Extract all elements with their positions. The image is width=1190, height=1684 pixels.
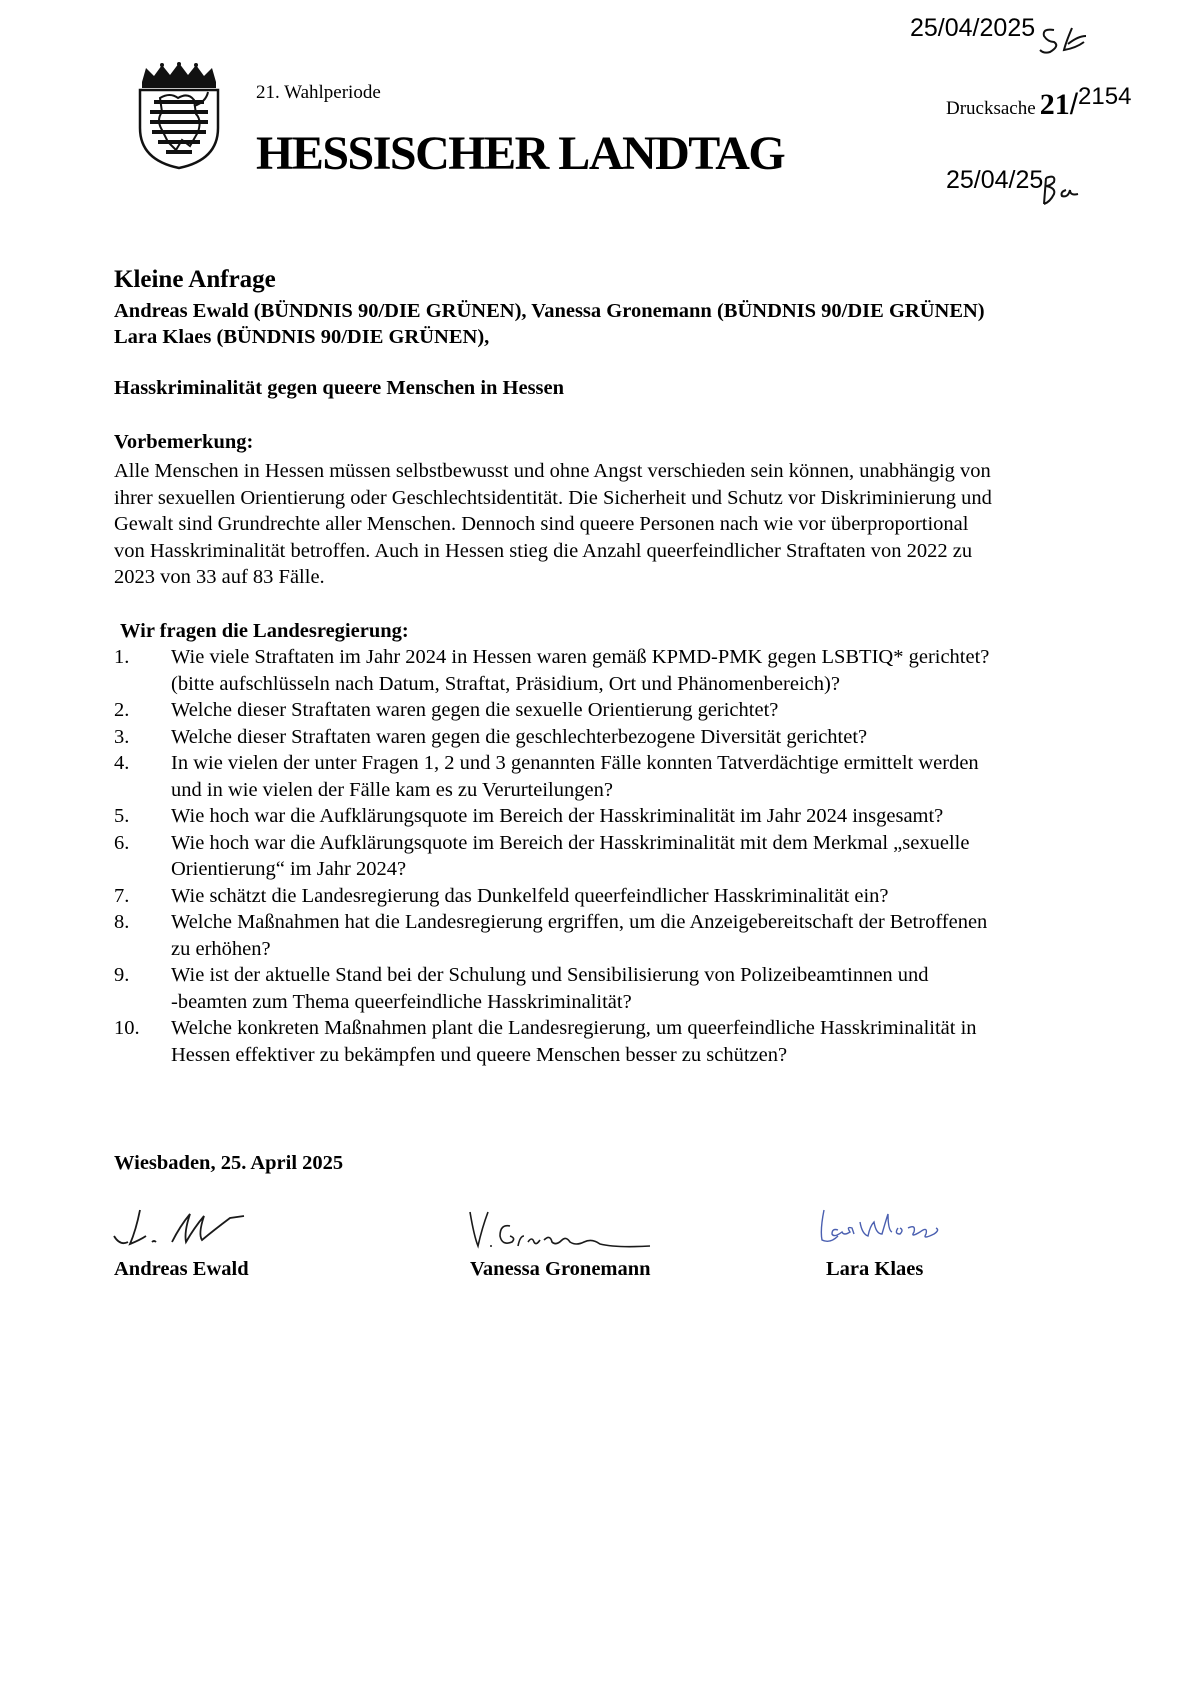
- question-item: [114, 644, 1094, 697]
- place-date: Wiesbaden, 25. April 2025: [114, 1152, 344, 1174]
- wahlperiode: 21. Wahlperiode: [256, 82, 381, 103]
- stamp-date-received: 25/04/2025: [910, 14, 1036, 42]
- signer-name: Lara Klaes: [826, 1258, 924, 1280]
- question-line: In wie vielen der unter Fragen 1, 2 und 3 genannten Fälle konnten Tatverdächtige ermittelt werden: [171, 752, 979, 774]
- question-line: (bitte aufschlüsseln nach Datum, Straftat, Präsidium, Ort und Phänomenbereich)?: [171, 672, 840, 695]
- subject: Hasskriminalität gegen queere Menschen in Hessen: [114, 377, 565, 399]
- preliminary-line: 2023 von 33 auf 83 Fälle.: [114, 566, 325, 588]
- question-line: Welche Maßnahmen hat die Landesregierung ergriffen, um die Anzeigebereitschaft der Betroffenen: [171, 911, 988, 933]
- parliament-title: HESSISCHER LANDTAG: [256, 127, 785, 180]
- question-line: Welche dieser Straftaten waren gegen die geschlechterbezogene Diversität gerichtet?: [171, 725, 868, 748]
- preliminary-line: Gewalt sind Grundrechte aller Menschen. Dennoch sind queere Personen nach wie vor überproportional: [114, 513, 969, 535]
- authors: [114, 298, 985, 350]
- question-line: zu erhöhen?: [171, 937, 271, 960]
- question-number: 10.: [114, 1017, 140, 1039]
- question-line: Wie schätzt die Landesregierung das Dunkelfeld queerfeindlicher Hasskriminalität ein?: [171, 884, 889, 907]
- question-line: Wie hoch war die Aufklärungsquote im Bereich der Hasskriminalität mit dem Merkmal „sexuelle: [171, 831, 970, 854]
- handwritten-initials-stamp-1: [1036, 22, 1092, 58]
- question-line: und in wie vielen der Fälle kam es zu Verurteilungen?: [171, 778, 613, 801]
- question-line: Welche dieser Straftaten waren gegen die sexuelle Orientierung gerichtet?: [171, 699, 779, 721]
- question-item: [114, 830, 1094, 883]
- question-line: Wie ist der aktuelle Stand bei der Schulung und Sensibilisierung von Polizeibeamtinnen und: [171, 964, 929, 986]
- question-number: 7.: [114, 884, 130, 907]
- question-item: [114, 724, 1094, 751]
- question-line: Welche konkreten Maßnahmen plant die Landesregierung, um queerfeindliche Hasskriminalität in: [171, 1017, 977, 1039]
- question-item: [114, 909, 1094, 962]
- question-number: 3.: [114, 725, 130, 748]
- question-number: 6.: [114, 831, 130, 854]
- question-number: 9.: [114, 964, 130, 986]
- question-line: Wie viele Straftaten im Jahr 2024 in Hessen waren gemäß KPMD-PMK gegen LSBTIQ* gerichtet?: [171, 646, 990, 668]
- question-item: [114, 803, 1094, 830]
- question-line: -beamten zum Thema queerfeindliche Hasskriminalität?: [171, 990, 632, 1013]
- authors-line: Andreas Ewald (BÜNDNIS 90/DIE GRÜNEN), Vanessa Gronemann (BÜNDNIS 90/DIE GRÜNEN): [114, 300, 985, 322]
- signer-name: Andreas Ewald: [114, 1258, 249, 1280]
- question-item: [114, 697, 1094, 724]
- question-line: Wie hoch war die Aufklärungsquote im Bereich der Hasskriminalität im Jahr 2024 insgesamt?: [171, 805, 944, 827]
- question-number: 2.: [114, 699, 130, 721]
- signer-name: Vanessa Gronemann: [470, 1258, 651, 1280]
- drucksache-prefix: 21: [1039, 88, 1070, 121]
- question-item: [114, 962, 1094, 1015]
- signature-andreas-ewald: [110, 1196, 260, 1254]
- preliminary-line: von Hasskriminalität betroffen. Auch in Hessen stieg die Anzahl queerfeindlicher Straftaten von 2022 zu: [114, 539, 973, 562]
- drucksache-label: Drucksache: [946, 98, 1036, 119]
- stamp-date-processed: 25/04/25: [946, 166, 1044, 194]
- questions-list: [114, 644, 1094, 1068]
- question-item: [114, 750, 1094, 803]
- signature-vanessa-gronemann: [466, 1206, 666, 1264]
- preliminary-heading: Vorbemerkung:: [114, 431, 254, 453]
- signature-lara-klaes: [816, 1200, 946, 1258]
- question-number: 8.: [114, 911, 130, 933]
- questions-heading: Wir fragen die Landesregierung:: [120, 620, 409, 642]
- question-number: 5.: [114, 805, 130, 827]
- drucksache-serial: 2154: [1078, 83, 1132, 110]
- preliminary-line: Alle Menschen in Hessen müssen selbstbewusst und ohne Angst verschieden sein können, unabhängig von: [114, 460, 991, 482]
- document-type: Kleine Anfrage: [114, 266, 276, 293]
- question-line: Orientierung“ im Jahr 2024?: [171, 858, 407, 880]
- preliminary-text: [114, 458, 1084, 591]
- handwritten-initials-stamp-2: [1040, 172, 1086, 206]
- question-number: 4.: [114, 752, 130, 774]
- preliminary-line: ihrer sexuellen Orientierung oder Geschlechtsidentität. Die Sicherheit und Schutz vor Diskriminierung und: [114, 486, 992, 509]
- question-number: 1.: [114, 646, 130, 668]
- question-item: [114, 1015, 1094, 1068]
- drucksache-number: Drucksache 21/2154: [946, 83, 1132, 121]
- hessen-lion-coat-of-arms-icon: [136, 62, 222, 170]
- question-line: Hessen effektiver zu bekämpfen und queere Menschen besser zu schützen?: [171, 1043, 788, 1066]
- authors-line: Lara Klaes (BÜNDNIS 90/DIE GRÜNEN),: [114, 326, 490, 348]
- question-item: [114, 883, 1094, 910]
